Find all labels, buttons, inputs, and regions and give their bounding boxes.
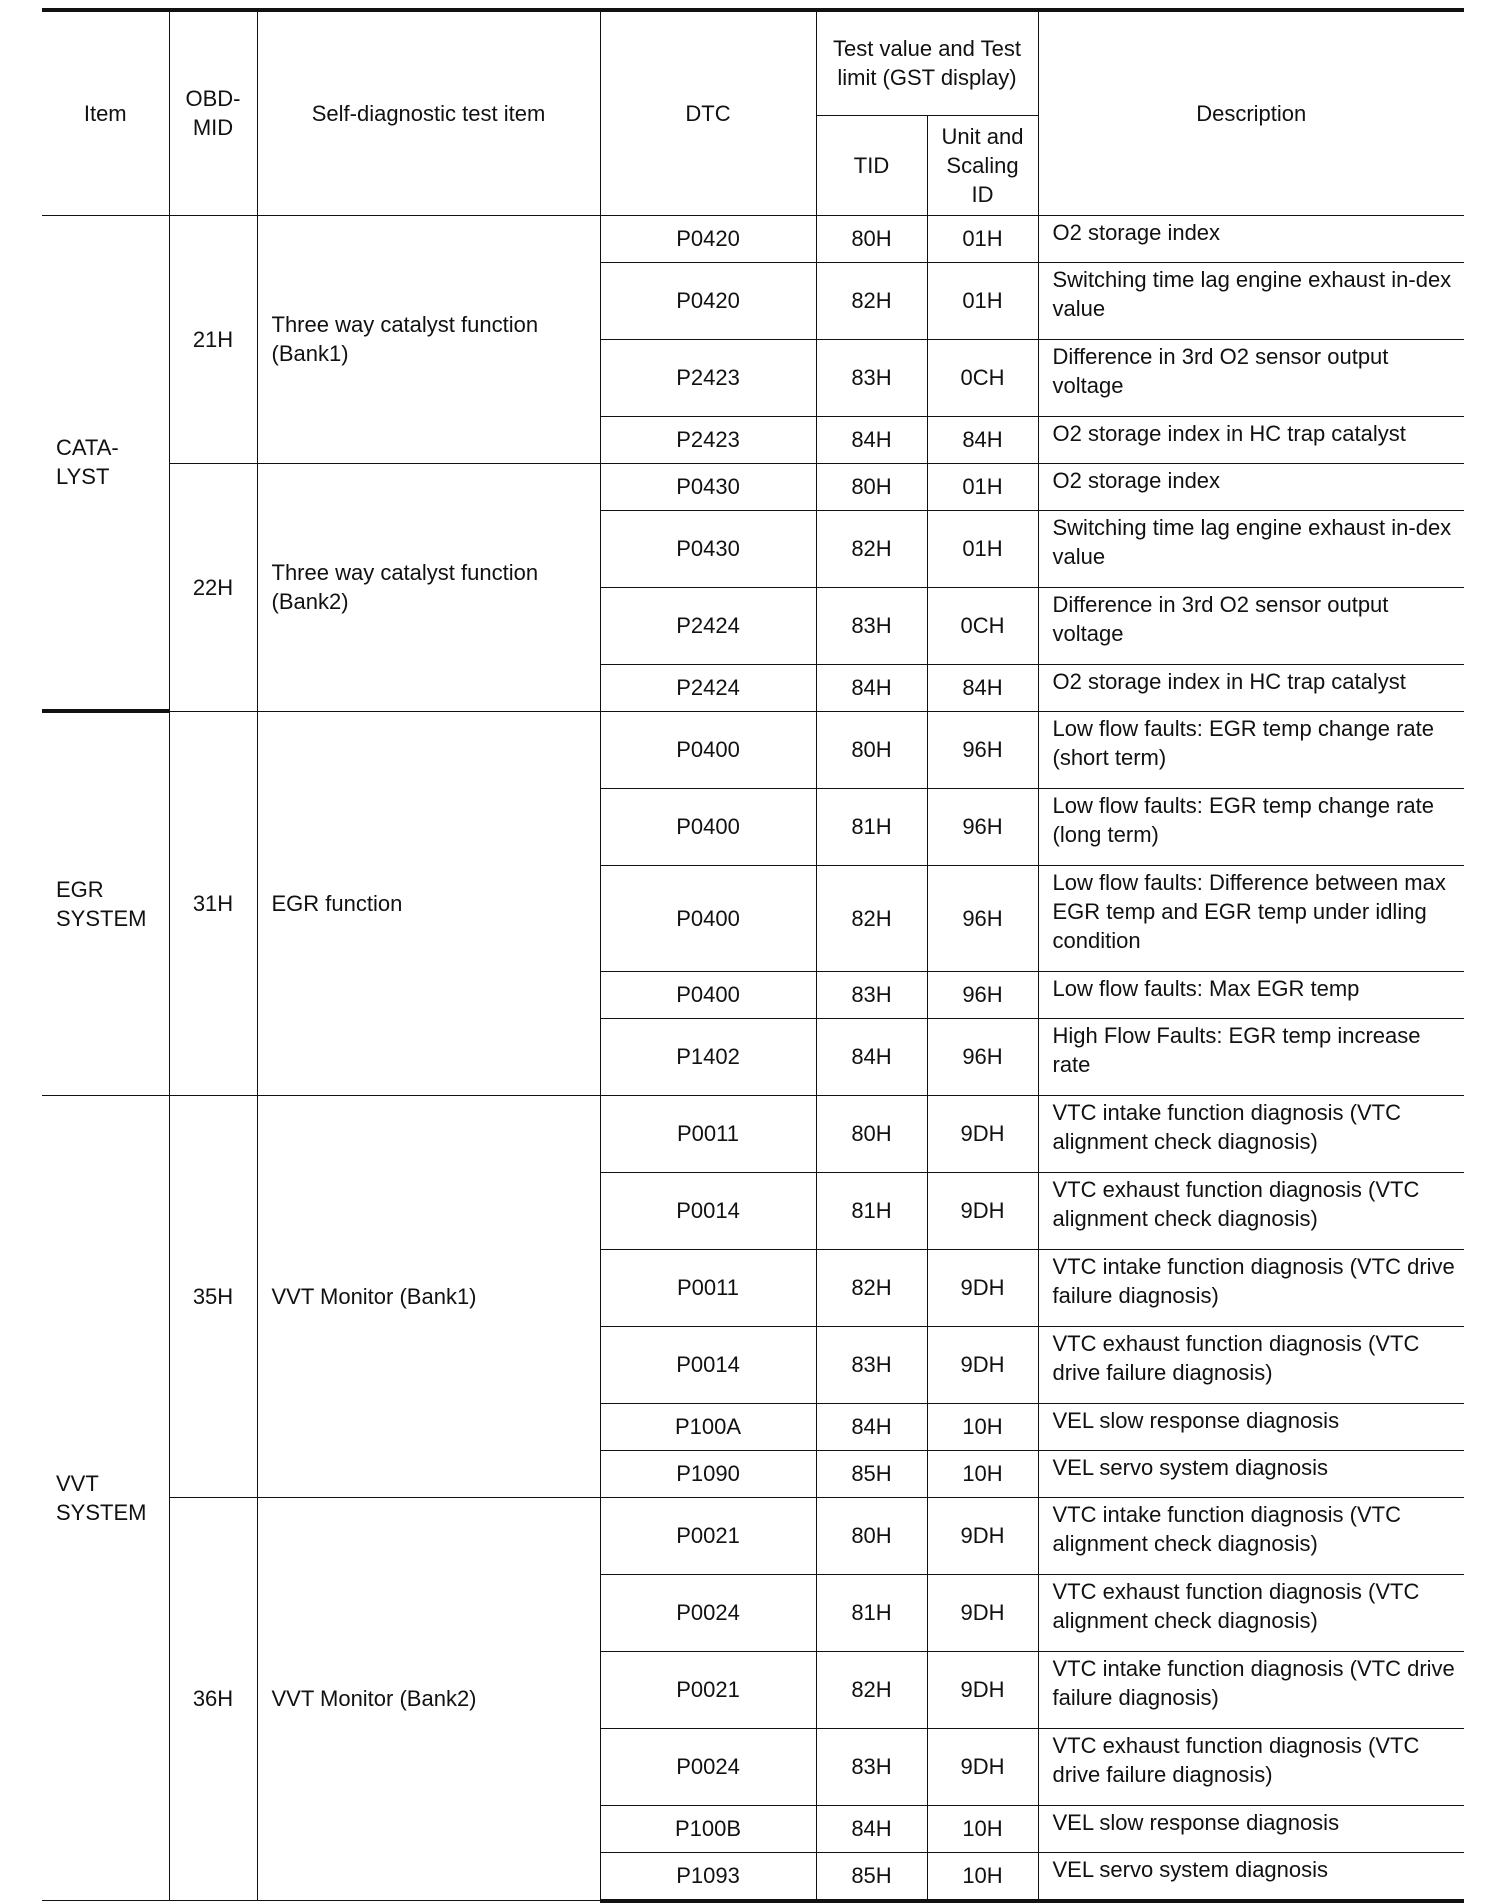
dtc-cell: P2424: [600, 664, 816, 711]
description-cell: VEL servo system diagnosis: [1038, 1852, 1464, 1901]
dtc-cell: P0021: [600, 1497, 816, 1574]
unit-cell: 9DH: [927, 1095, 1038, 1172]
description-cell: Difference in 3rd O2 sensor output voltage: [1038, 587, 1464, 664]
unit-cell: 01H: [927, 510, 1038, 587]
unit-cell: 10H: [927, 1450, 1038, 1497]
description-cell: High Flow Faults: EGR temp increase rate: [1038, 1018, 1464, 1095]
description-cell: O2 storage index in HC trap catalyst: [1038, 664, 1464, 711]
test-item-35h: VVT Monitor (Bank1): [257, 1095, 600, 1497]
header-unit-scaling: Unit and Scaling ID: [927, 115, 1038, 215]
header-obd-mid: OBD- MID: [169, 10, 257, 215]
obd-test-table: [42, 8, 1464, 1903]
dtc-cell: P2423: [600, 339, 816, 416]
description-cell: VEL slow response diagnosis: [1038, 1403, 1464, 1450]
tid-cell: 82H: [816, 1651, 927, 1728]
unit-cell: 10H: [927, 1852, 1038, 1901]
group-catalyst: CATA- LYST: [42, 215, 169, 711]
dtc-cell: P0420: [600, 215, 816, 262]
dtc-cell: P0011: [600, 1249, 816, 1326]
obd-mid-31h: 31H: [169, 711, 257, 1095]
dtc-cell: P2423: [600, 416, 816, 463]
description-cell: Low flow faults: Max EGR temp: [1038, 971, 1464, 1018]
header-description: Description: [1038, 10, 1464, 215]
unit-cell: 96H: [927, 788, 1038, 865]
tid-cell: 83H: [816, 587, 927, 664]
group-vvt-system: VVT SYSTEM: [42, 1095, 169, 1901]
unit-cell: 9DH: [927, 1172, 1038, 1249]
description-cell: Low flow faults: Difference between max EGR temp and EGR temp under idling condition: [1038, 865, 1464, 971]
tid-cell: 81H: [816, 788, 927, 865]
dtc-cell: P0430: [600, 510, 816, 587]
tid-cell: 83H: [816, 339, 927, 416]
test-item-31h: EGR function: [257, 711, 600, 1095]
description-cell: VTC exhaust function diagnosis (VTC drive failure diagnosis): [1038, 1326, 1464, 1403]
dtc-cell: P0400: [600, 865, 816, 971]
description-cell: VTC intake function diagnosis (VTC drive failure diagnosis): [1038, 1249, 1464, 1326]
group-egr-system: EGR SYSTEM: [42, 711, 169, 1095]
description-cell: Switching time lag engine exhaust in-dex value: [1038, 262, 1464, 339]
unit-cell: 84H: [927, 664, 1038, 711]
tid-cell: 84H: [816, 1805, 927, 1852]
obd-mid-36h: 36H: [169, 1497, 257, 1901]
unit-cell: 84H: [927, 416, 1038, 463]
dtc-cell: P0400: [600, 788, 816, 865]
tid-cell: 80H: [816, 463, 927, 510]
unit-cell: 01H: [927, 262, 1038, 339]
dtc-cell: P0024: [600, 1728, 816, 1805]
description-cell: VTC intake function diagnosis (VTC alignment check diagnosis): [1038, 1095, 1464, 1172]
unit-cell: 96H: [927, 1018, 1038, 1095]
test-item-36h: VVT Monitor (Bank2): [257, 1497, 600, 1901]
description-cell: VTC intake function diagnosis (VTC drive failure diagnosis): [1038, 1651, 1464, 1728]
dtc-cell: P0400: [600, 971, 816, 1018]
unit-cell: 9DH: [927, 1728, 1038, 1805]
unit-cell: 9DH: [927, 1326, 1038, 1403]
unit-cell: 9DH: [927, 1574, 1038, 1651]
unit-cell: 9DH: [927, 1249, 1038, 1326]
obd-mid-22h: 22H: [169, 463, 257, 711]
unit-cell: 10H: [927, 1805, 1038, 1852]
header-test-value: Test value and Test limit (GST display): [816, 10, 1038, 115]
table-row: [42, 463, 1464, 510]
dtc-cell: P100A: [600, 1403, 816, 1450]
table-header: [42, 10, 1464, 215]
dtc-cell: P1090: [600, 1450, 816, 1497]
tid-cell: 84H: [816, 416, 927, 463]
dtc-cell: P1093: [600, 1852, 816, 1901]
dtc-cell: P1402: [600, 1018, 816, 1095]
unit-cell: 01H: [927, 215, 1038, 262]
dtc-table-container: [42, 8, 1464, 1903]
description-cell: Low flow faults: EGR temp change rate (short term): [1038, 711, 1464, 788]
table-row: [42, 215, 1464, 262]
dtc-cell: P0420: [600, 262, 816, 339]
description-cell: Low flow faults: EGR temp change rate (long term): [1038, 788, 1464, 865]
unit-cell: 0CH: [927, 587, 1038, 664]
unit-cell: 9DH: [927, 1497, 1038, 1574]
tid-cell: 84H: [816, 1018, 927, 1095]
unit-cell: 96H: [927, 971, 1038, 1018]
tid-cell: 84H: [816, 664, 927, 711]
dtc-cell: P2424: [600, 587, 816, 664]
header-dtc: DTC: [600, 10, 816, 215]
header-item: Item: [42, 10, 169, 215]
obd-mid-21h: 21H: [169, 215, 257, 463]
tid-cell: 81H: [816, 1172, 927, 1249]
unit-cell: 96H: [927, 711, 1038, 788]
dtc-cell: P100B: [600, 1805, 816, 1852]
tid-cell: 83H: [816, 1728, 927, 1805]
unit-cell: 9DH: [927, 1651, 1038, 1728]
obd-mid-35h: 35H: [169, 1095, 257, 1497]
tid-cell: 84H: [816, 1403, 927, 1450]
description-cell: Difference in 3rd O2 sensor output voltage: [1038, 339, 1464, 416]
description-cell: VTC intake function diagnosis (VTC alignment check diagnosis): [1038, 1497, 1464, 1574]
tid-cell: 80H: [816, 1095, 927, 1172]
dtc-cell: P0014: [600, 1172, 816, 1249]
description-cell: VEL slow response diagnosis: [1038, 1805, 1464, 1852]
tid-cell: 81H: [816, 1574, 927, 1651]
dtc-cell: P0430: [600, 463, 816, 510]
description-cell: O2 storage index: [1038, 463, 1464, 510]
tid-cell: 85H: [816, 1852, 927, 1901]
description-cell: VTC exhaust function diagnosis (VTC alignment check diagnosis): [1038, 1172, 1464, 1249]
description-cell: Switching time lag engine exhaust in-dex value: [1038, 510, 1464, 587]
description-cell: VTC exhaust function diagnosis (VTC drive failure diagnosis): [1038, 1728, 1464, 1805]
tid-cell: 82H: [816, 510, 927, 587]
dtc-cell: P0014: [600, 1326, 816, 1403]
description-cell: VTC exhaust function diagnosis (VTC alignment check diagnosis): [1038, 1574, 1464, 1651]
dtc-cell: P0021: [600, 1651, 816, 1728]
test-item-22h: Three way catalyst function (Bank2): [257, 463, 600, 711]
tid-cell: 83H: [816, 1326, 927, 1403]
tid-cell: 80H: [816, 215, 927, 262]
header-test-item: Self-diagnostic test item: [257, 10, 600, 215]
tid-cell: 83H: [816, 971, 927, 1018]
table-row: [42, 1497, 1464, 1574]
tid-cell: 80H: [816, 711, 927, 788]
table-row: [42, 711, 1464, 788]
test-item-21h: Three way catalyst function (Bank1): [257, 215, 600, 463]
tid-cell: 82H: [816, 865, 927, 971]
tid-cell: 85H: [816, 1450, 927, 1497]
unit-cell: 0CH: [927, 339, 1038, 416]
dtc-cell: P0400: [600, 711, 816, 788]
description-cell: O2 storage index: [1038, 215, 1464, 262]
tid-cell: 80H: [816, 1497, 927, 1574]
dtc-cell: P0011: [600, 1095, 816, 1172]
table-row: [42, 1095, 1464, 1172]
description-cell: VEL servo system diagnosis: [1038, 1450, 1464, 1497]
header-tid: TID: [816, 115, 927, 215]
tid-cell: 82H: [816, 262, 927, 339]
unit-cell: 10H: [927, 1403, 1038, 1450]
dtc-cell: P0024: [600, 1574, 816, 1651]
unit-cell: 96H: [927, 865, 1038, 971]
tid-cell: 82H: [816, 1249, 927, 1326]
description-cell: O2 storage index in HC trap catalyst: [1038, 416, 1464, 463]
unit-cell: 01H: [927, 463, 1038, 510]
